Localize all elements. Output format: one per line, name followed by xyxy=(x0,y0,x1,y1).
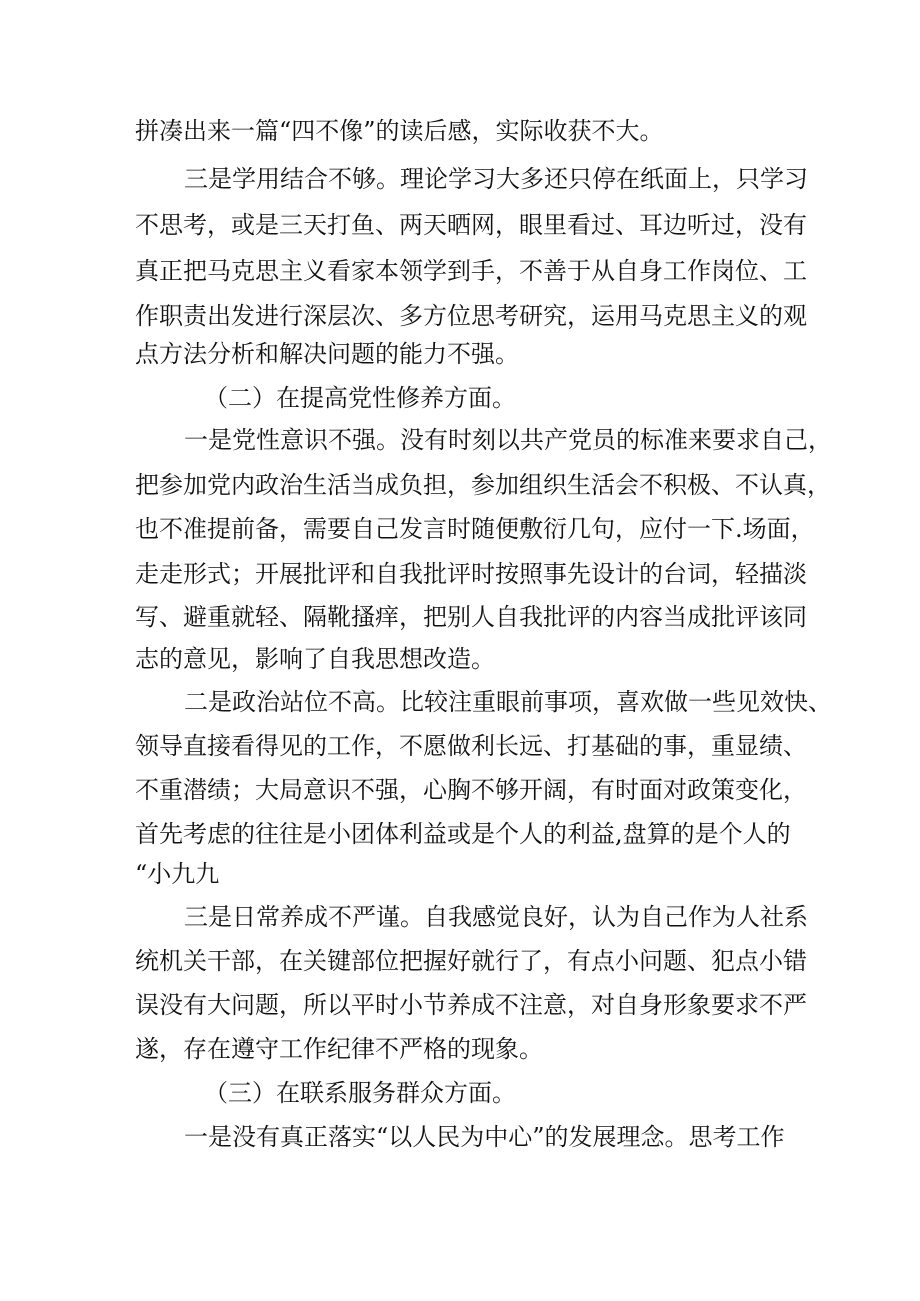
text-line-19: 三是日常养成不严谨。自我感觉良好，认为自己作为人社系 xyxy=(184,903,808,931)
section-heading-2: （二）在提高党性修养方面。 xyxy=(204,384,516,412)
text-line-8: 一是党性意识不强。没有时刻以共产党员的标准来要求自己， xyxy=(184,426,832,454)
text-line-3: 不思考，或是三天打鱼、两天晒网，眼里看过、耳边听过，没有 xyxy=(135,211,807,239)
text-line-5: 作职责出发进行深层次、多方位思考研究，运用马克思主义的观 xyxy=(135,302,807,330)
text-line-12: 写、避重就轻、隔靴搔痒，把别人自我批评的内容当成批评该同 xyxy=(135,603,807,631)
text-line-21: 误没有大问题，所以平时小节养成不注意，对自身形象要求不严 xyxy=(135,991,807,1019)
text-line-11: 走走形式；开展批评和自我批评时按照事先设计的台词，轻描淡 xyxy=(135,560,807,588)
text-line-13: 志的意见，影响了自我思想改造。 xyxy=(135,645,495,673)
text-line-9: 把参加党内政治生活当成负担，参加组织生活会不积极、不认真， xyxy=(135,471,831,499)
text-line-10: 也不准提前备，需要自己发言时随便敷衍几句，应付一下.场面， xyxy=(135,515,815,543)
text-line-6: 点方法分析和解决问题的能力不强。 xyxy=(135,340,519,368)
text-line-15: 领导直接看得见的工作，不愿做利长远、打基础的事，重显绩、 xyxy=(135,732,807,760)
text-line-20: 统机关干部，在关键部位把握好就行了，有点小问题、犯点小错 xyxy=(135,947,807,975)
text-line-22: 遂，存在遵守工作纪律不严格的现象。 xyxy=(135,1035,543,1063)
text-line-16: 不重潜绩；大局意识不强，心胸不够开阔，有时面对政策变化， xyxy=(135,776,807,804)
text-line-1: 拼凑出来一篇“四不像”的读后感，实际收获不大。 xyxy=(135,117,664,145)
text-line-14: 二是政治站位不高。比较注重眼前事项，喜欢做一些见效快、 xyxy=(184,688,832,716)
text-line-24: 一是没有真正落实“以人民为中心”的发展理念。思考工作 xyxy=(184,1123,785,1151)
section-heading-3: （三）在联系服务群众方面。 xyxy=(204,1079,516,1107)
text-line-18: “小九九 xyxy=(135,860,220,888)
text-line-17: 首先考虑的往往是小团体利益或是个人的利益,盘算的是个人的 xyxy=(135,820,791,848)
text-line-2: 三是学用结合不够。理论学习大多还只停在纸面上，只学习 xyxy=(184,165,808,193)
text-line-4: 真正把马克思主义看家本领学到手，不善于从自身工作岗位、工 xyxy=(135,257,807,285)
